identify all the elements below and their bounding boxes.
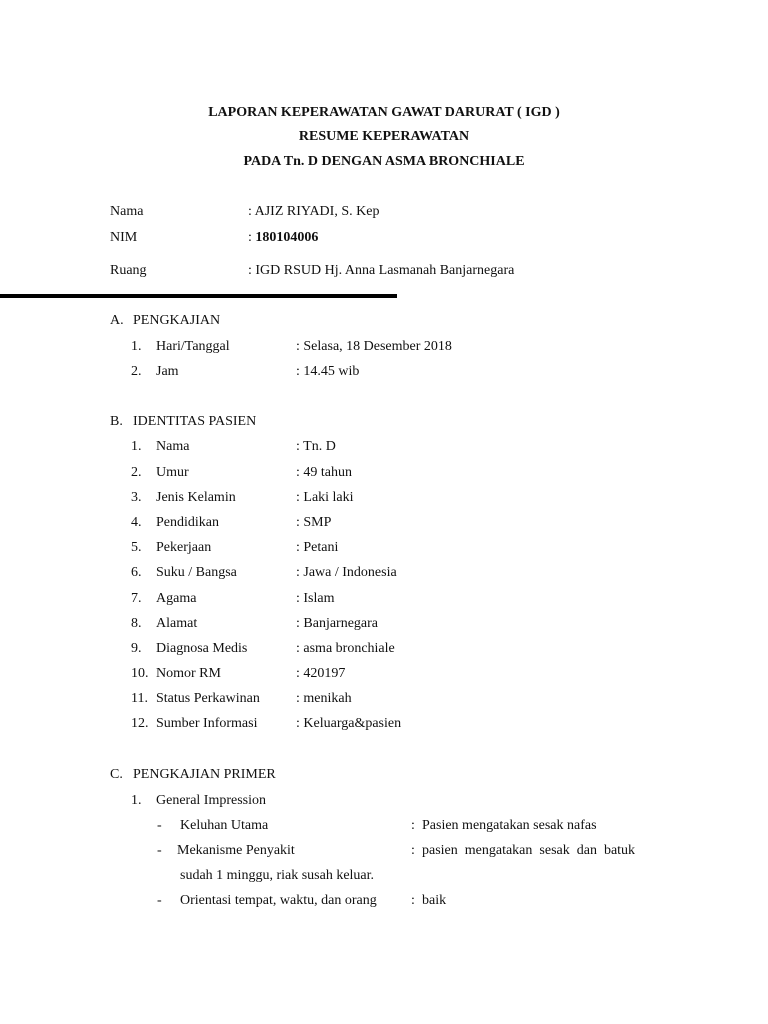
impression-value: baik <box>422 893 447 908</box>
identity-item-label: Status Perkawinan <box>156 691 260 706</box>
identity-item-num: 8. <box>131 616 142 631</box>
identity-item-label: Pendidikan <box>156 515 219 530</box>
identity-item-label: Umur <box>156 465 189 480</box>
identity-item-value: : Keluarga&pasien <box>296 716 402 731</box>
identity-item-value: : Petani <box>296 540 339 555</box>
report-patient-line: PADA Tn. D DENGAN ASMA BRONCHIALE <box>243 154 525 169</box>
identity-item-num: 5. <box>131 540 142 555</box>
horizontal-rule <box>0 294 397 298</box>
identity-item-value: : 49 tahun <box>296 465 352 480</box>
identity-item-value: : Banjarnegara <box>296 616 379 631</box>
author-name-value: : AJIZ RIYADI, S. Kep <box>248 204 380 219</box>
impression-colon: : <box>411 818 415 833</box>
section-b-title: IDENTITAS PASIEN <box>133 414 257 429</box>
section-a-item-value: : 14.45 wib <box>296 364 360 379</box>
author-nim-colon: : <box>248 230 256 245</box>
identity-item-num: 3. <box>131 490 142 505</box>
section-c-letter: C. <box>110 767 123 782</box>
identity-item-num: 12. <box>131 716 149 731</box>
impression-value: pasien mengatakan sesak dan batuk <box>422 843 636 858</box>
primary-sub-title: General Impression <box>156 793 267 808</box>
section-a-item-num: 1. <box>131 339 142 354</box>
impression-value-continued: sudah 1 minggu, riak susah keluar. <box>180 868 375 883</box>
impression-colon: : <box>411 843 415 858</box>
impression-dash: - <box>157 843 162 858</box>
identity-item-value: : Jawa / Indonesia <box>296 565 397 580</box>
impression-label: Keluhan Utama <box>180 818 269 833</box>
identity-item-num: 10. <box>131 666 149 681</box>
report-subtitle: RESUME KEPERAWATAN <box>298 129 470 144</box>
impression-label: Orientasi tempat, waktu, dan orang <box>180 893 377 908</box>
author-name-label: Nama <box>110 204 144 219</box>
identity-item-num: 4. <box>131 515 142 530</box>
section-b-letter: B. <box>110 414 123 429</box>
identity-item-value: : SMP <box>296 515 332 530</box>
impression-value: Pasien mengatakan sesak nafas <box>422 818 597 833</box>
identity-item-num: 1. <box>131 439 142 454</box>
impression-label: Mekanisme Penyakit <box>177 843 295 858</box>
primary-sub-num: 1. <box>131 793 142 808</box>
identity-item-label: Diagnosa Medis <box>156 641 248 656</box>
author-ruang-value: : IGD RSUD Hj. Anna Lasmanah Banjarnegara <box>248 263 515 278</box>
identity-item-value: : Tn. D <box>296 439 336 454</box>
identity-item-value: : menikah <box>296 691 352 706</box>
section-a-item-value: : Selasa, 18 Desember 2018 <box>296 339 452 354</box>
section-a-letter: A. <box>110 313 124 328</box>
identity-item-label: Nomor RM <box>156 666 221 681</box>
identity-item-num: 9. <box>131 641 142 656</box>
impression-dash: - <box>157 818 162 833</box>
identity-item-label: Alamat <box>156 616 198 631</box>
identity-item-num: 11. <box>131 691 148 706</box>
identity-item-value: : 420197 <box>296 666 346 681</box>
author-nim-value: 180104006 <box>255 230 319 245</box>
identity-item-value: : Laki laki <box>296 490 354 505</box>
identity-item-label: Jenis Kelamin <box>156 490 236 505</box>
author-nim-label: NIM <box>110 230 138 245</box>
impression-colon: : <box>411 893 415 908</box>
impression-dash: - <box>157 893 162 908</box>
identity-item-label: Suku / Bangsa <box>156 565 237 580</box>
identity-item-num: 6. <box>131 565 142 580</box>
section-c-title: PENGKAJIAN PRIMER <box>133 767 276 782</box>
section-a-item-num: 2. <box>131 364 142 379</box>
identity-item-value: : Islam <box>296 591 335 606</box>
author-nim-row <box>248 230 318 246</box>
identity-item-value: : asma bronchiale <box>296 641 395 656</box>
author-ruang-label: Ruang <box>110 263 147 278</box>
section-a-item-label: Jam <box>156 364 179 379</box>
identity-item-label: Pekerjaan <box>156 540 212 555</box>
identity-item-label: Nama <box>156 439 190 454</box>
report-title: LAPORAN KEPERAWATAN GAWAT DARURAT ( IGD ) <box>208 105 560 120</box>
section-a-item-label: Hari/Tanggal <box>156 339 230 354</box>
identity-item-label: Agama <box>156 591 197 606</box>
identity-item-num: 2. <box>131 465 142 480</box>
identity-item-label: Sumber Informasi <box>156 716 258 731</box>
section-a-title: PENGKAJIAN <box>133 313 221 328</box>
identity-item-num: 7. <box>131 591 142 606</box>
